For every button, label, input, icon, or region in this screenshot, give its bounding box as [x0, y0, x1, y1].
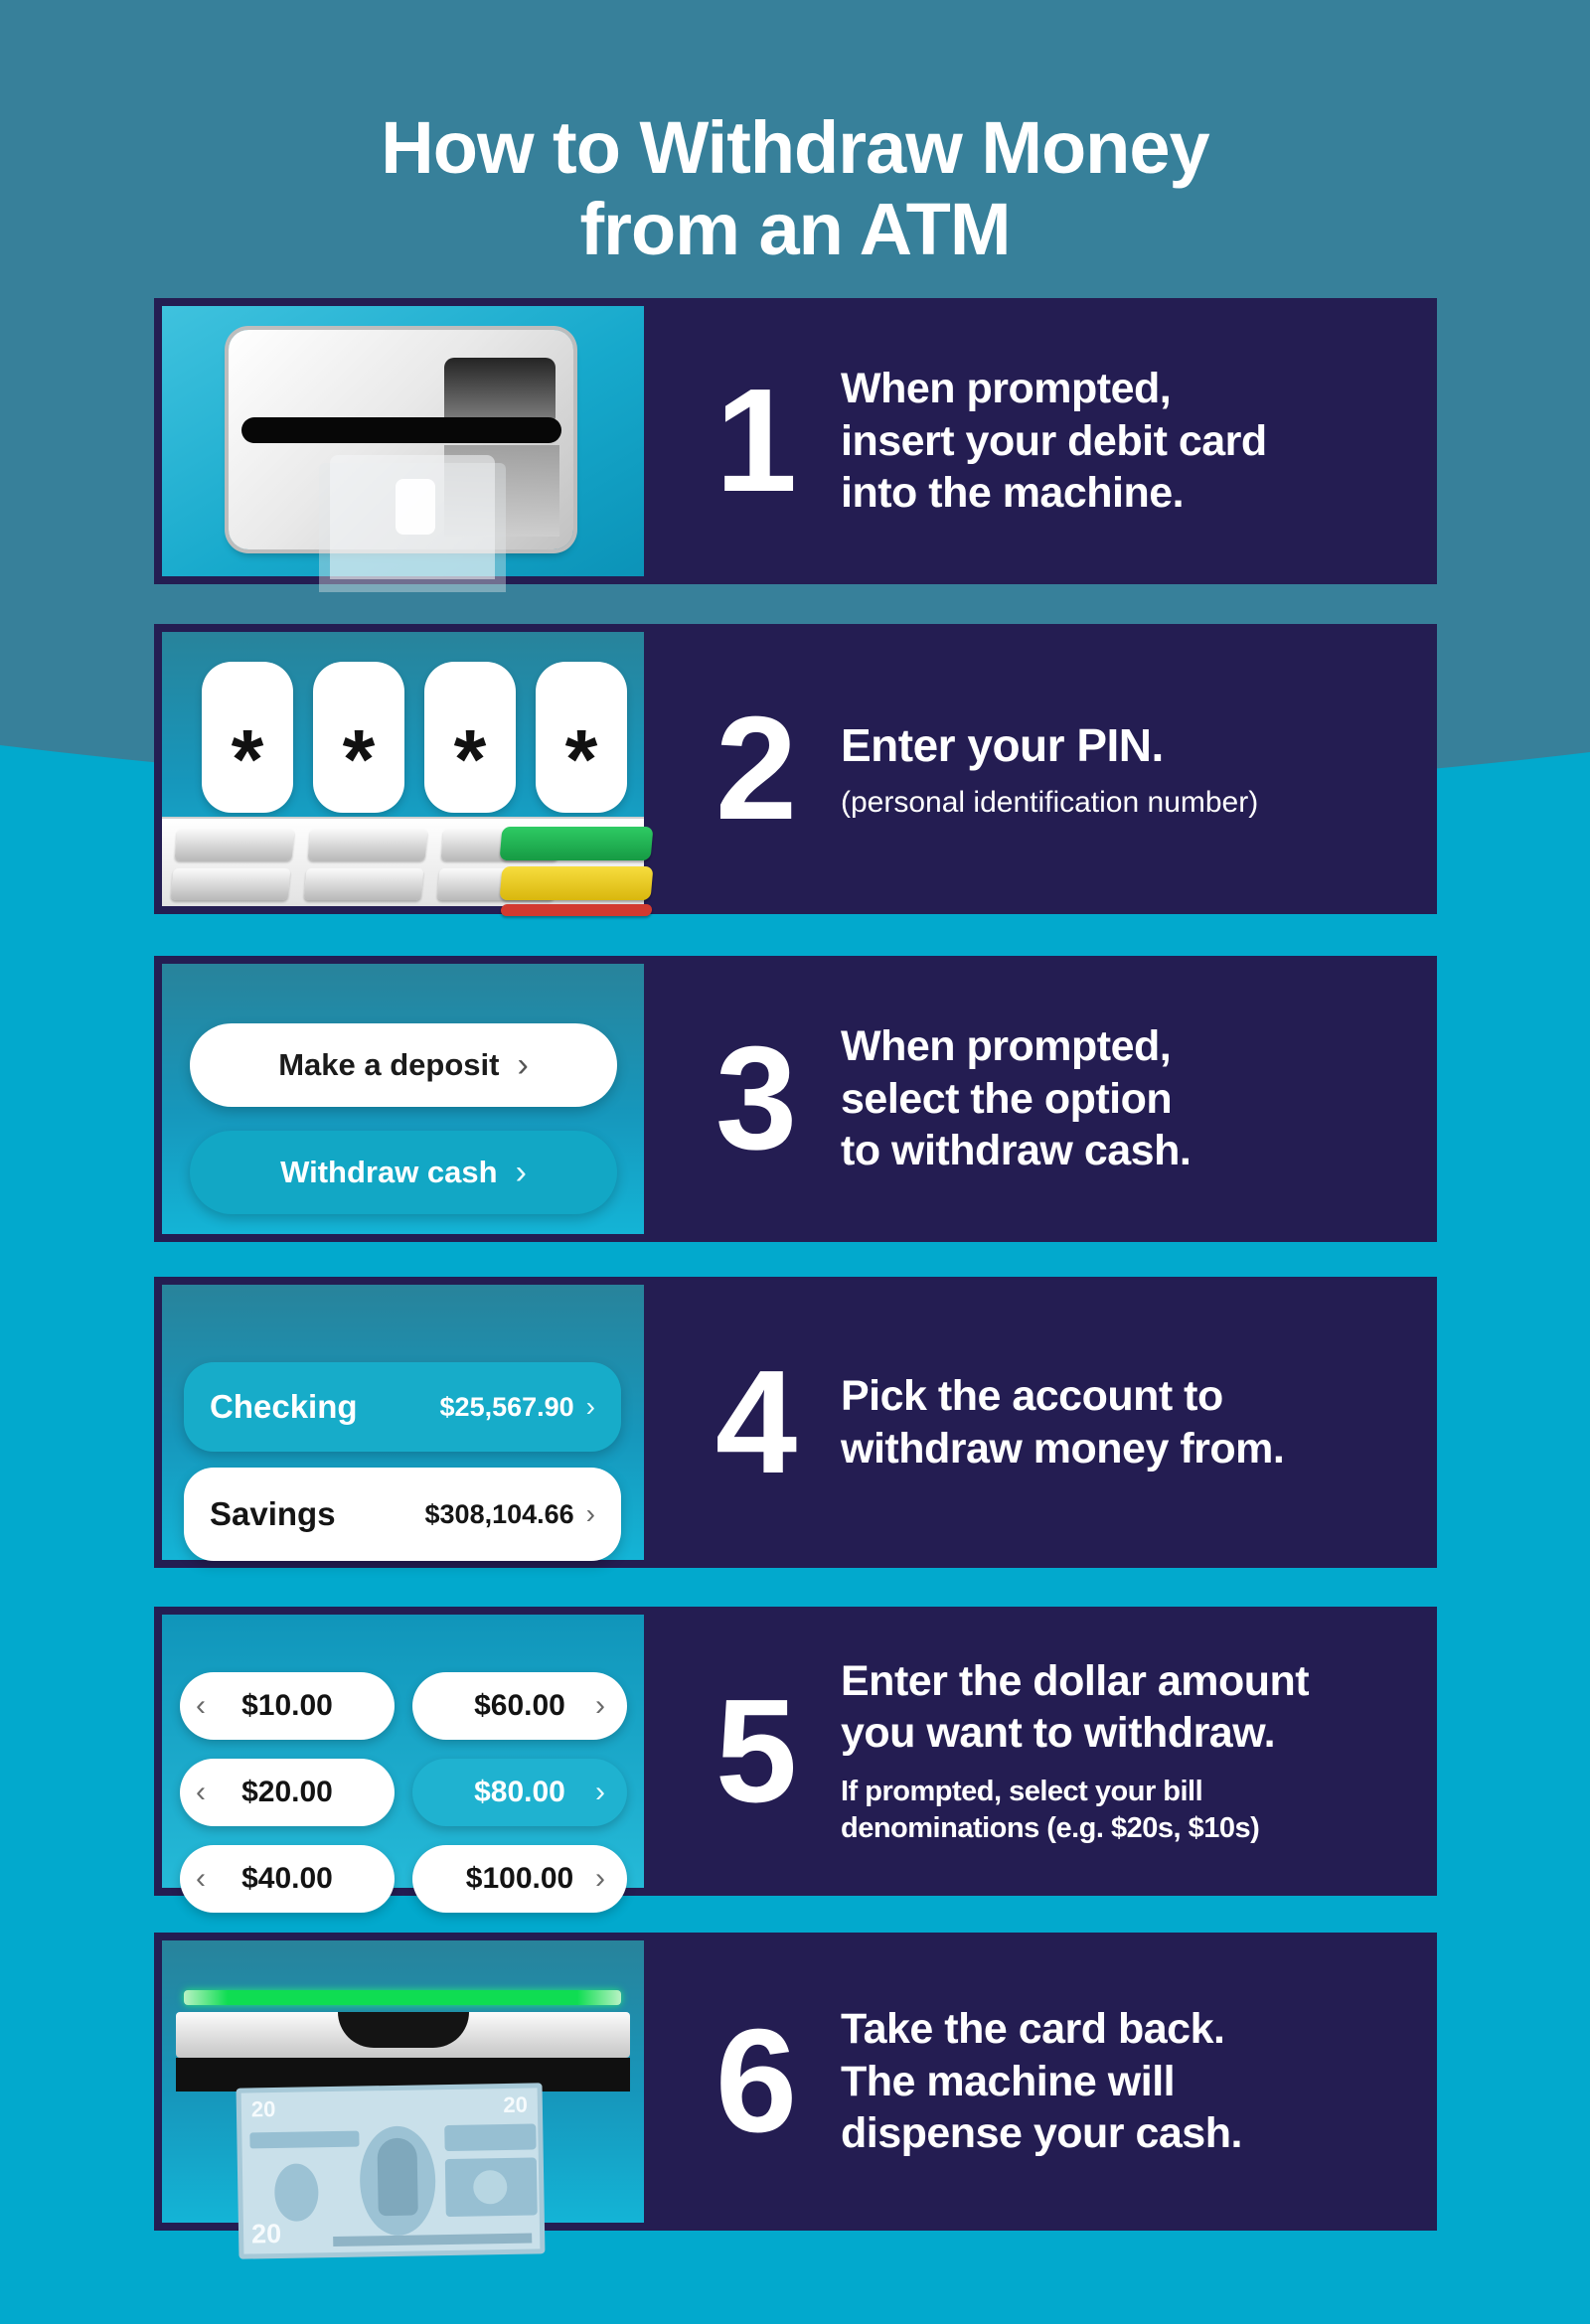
- step-6-text-line: dispense your cash.: [841, 2109, 1242, 2158]
- checking-account-button[interactable]: [184, 1362, 621, 1452]
- step-4-text-line: Pick the account to: [841, 1372, 1223, 1421]
- step-5-number: 5: [715, 1668, 798, 1833]
- step-row-5: [154, 1607, 1437, 1896]
- savings-label: Savings: [210, 1495, 336, 1532]
- step-5-illustration-amounts: [162, 1615, 644, 1895]
- keypad-clear-key[interactable]: [500, 866, 654, 900]
- step-5-text-line: you want to withdraw.: [841, 1709, 1276, 1758]
- make-deposit-label: Make a deposit: [278, 1047, 500, 1082]
- step-row-1: [154, 298, 1437, 584]
- step-2-text: [841, 717, 1258, 822]
- step-4-text-line: withdraw money from.: [841, 1424, 1285, 1472]
- chevron-right-icon: ›: [515, 1153, 527, 1191]
- step-4-illustration-accounts: [162, 1285, 644, 1560]
- amount-80-label: $80.00: [474, 1776, 565, 1808]
- step-1-text-line: into the machine.: [841, 469, 1185, 518]
- inserted-card-top: [444, 358, 556, 419]
- chevron-right-icon: ›: [595, 1689, 605, 1722]
- step-5-text-line: Enter the dollar amount: [841, 1656, 1310, 1705]
- step-row-3: [154, 956, 1437, 1242]
- step-6-text: [841, 2003, 1242, 2159]
- chevron-right-icon: ›: [585, 1498, 595, 1529]
- chevron-right-icon: ›: [595, 1776, 605, 1808]
- amount-60-label: $60.00: [474, 1689, 565, 1722]
- chevron-right-icon: ›: [585, 1391, 595, 1422]
- keypad-key[interactable]: [304, 868, 424, 900]
- step-6-text-line: Take the card back.: [841, 2005, 1225, 2054]
- step-1-text: [841, 363, 1267, 519]
- keypad-enter-key[interactable]: [500, 827, 654, 860]
- step-5-text: [841, 1655, 1309, 1847]
- bill-bottom-strip: [333, 2234, 532, 2247]
- pin-digit-box: [536, 662, 627, 813]
- chevron-right-icon: ›: [517, 1045, 529, 1084]
- step-3-text-line: to withdraw cash.: [841, 1127, 1192, 1175]
- pin-digit-box: [424, 662, 516, 813]
- step-3-number: 3: [715, 1016, 798, 1180]
- dispenser-opening: [338, 2012, 469, 2048]
- step-4-content: [644, 1277, 1437, 1568]
- step-6-illustration-cash-dispenser: [162, 1940, 644, 2249]
- step-6-content: [644, 1933, 1437, 2231]
- amount-60-button[interactable]: [412, 1672, 627, 1740]
- checking-label: Checking: [210, 1388, 358, 1425]
- step-2-illustration-pin-pad: [162, 632, 644, 906]
- step-row-4: [154, 1277, 1437, 1568]
- amount-40-label: $40.00: [241, 1862, 333, 1895]
- bill-detail-patch: [444, 2123, 536, 2151]
- chevron-left-icon: ‹: [196, 1689, 206, 1722]
- chevron-left-icon: ‹: [196, 1862, 206, 1895]
- bill-detail-patch: [445, 2157, 538, 2217]
- make-deposit-button[interactable]: [190, 1023, 617, 1107]
- savings-balance: $308,104.66: [424, 1498, 574, 1529]
- bill-denomination: 20: [250, 2096, 276, 2122]
- step-1-illustration-card-slot: [162, 306, 644, 576]
- amount-80-button-selected[interactable]: [412, 1759, 627, 1826]
- step-5-subtext-line: If prompted, select your bill: [841, 1775, 1203, 1807]
- step-2-text-line: Enter your PIN.: [841, 718, 1164, 771]
- step-6-number: 6: [715, 1999, 798, 2163]
- amount-40-button[interactable]: [180, 1845, 395, 1913]
- bill-seal: [274, 2163, 319, 2222]
- keypad-cancel-key[interactable]: [500, 904, 652, 916]
- step-row-6: [154, 1933, 1437, 2249]
- bill-stripe: [249, 2131, 359, 2149]
- pin-masked-char: *: [342, 711, 376, 806]
- debit-card-chip: [396, 479, 435, 535]
- pin-masked-char: *: [231, 711, 264, 806]
- step-4-text: [841, 1370, 1284, 1474]
- step-2-number: 2: [715, 687, 798, 851]
- step-5-content: [644, 1607, 1437, 1896]
- amount-20-label: $20.00: [241, 1776, 333, 1808]
- amount-100-label: $100.00: [465, 1862, 574, 1895]
- pin-masked-char: *: [564, 711, 598, 806]
- bill-denomination: 20: [250, 2218, 282, 2249]
- step-5-subtext: [841, 1774, 1309, 1847]
- amount-10-button[interactable]: [180, 1672, 395, 1740]
- keypad-key[interactable]: [308, 829, 428, 860]
- dispenser-green-light: [184, 1990, 621, 2005]
- checking-balance: $25,567.90: [439, 1391, 574, 1422]
- atm-keypad: [162, 817, 644, 906]
- pin-digit-box: [313, 662, 404, 813]
- step-1-text-line: When prompted,: [841, 365, 1172, 413]
- bill-portrait-silhouette: [377, 2138, 417, 2217]
- page-title-line1: How to Withdraw Money: [381, 105, 1209, 189]
- step-1-content: [644, 298, 1437, 584]
- step-2-subtext: (personal identification number): [841, 785, 1259, 819]
- keypad-key[interactable]: [175, 829, 295, 860]
- amount-100-button[interactable]: [412, 1845, 627, 1913]
- amount-10-label: $10.00: [241, 1689, 333, 1722]
- twenty-dollar-bill[interactable]: [237, 2083, 546, 2258]
- page-title: [0, 107, 1590, 272]
- step-6-text-line: The machine will: [841, 2057, 1176, 2105]
- step-3-content: [644, 956, 1437, 1242]
- pin-masked-char: *: [453, 711, 487, 806]
- pin-digit-box: [202, 662, 293, 813]
- step-4-number: 4: [715, 1339, 798, 1504]
- chevron-right-icon: ›: [595, 1862, 605, 1895]
- page-title-line2: from an ATM: [579, 188, 1011, 271]
- bill-detail-seal: [473, 2170, 508, 2205]
- step-3-text-line: When prompted,: [841, 1022, 1172, 1071]
- step-3-text: [841, 1020, 1191, 1176]
- step-row-2: [154, 624, 1437, 914]
- step-3-illustration-options: [162, 964, 644, 1234]
- step-1-text-line: insert your debit card: [841, 416, 1267, 465]
- savings-account-button[interactable]: [184, 1468, 621, 1561]
- step-3-text-line: select the option: [841, 1074, 1173, 1123]
- withdraw-cash-button[interactable]: [190, 1131, 617, 1214]
- bill-denomination: 20: [503, 2092, 529, 2118]
- keypad-key[interactable]: [171, 868, 291, 900]
- withdraw-cash-label: Withdraw cash: [280, 1155, 498, 1189]
- step-2-content: [644, 624, 1437, 914]
- step-1-number: 1: [715, 359, 798, 523]
- chevron-left-icon: ‹: [196, 1776, 206, 1808]
- step-5-subtext-line: denominations (e.g. $20s, $10s): [841, 1811, 1260, 1844]
- card-slot-opening[interactable]: [241, 417, 561, 443]
- amount-20-button[interactable]: [180, 1759, 395, 1826]
